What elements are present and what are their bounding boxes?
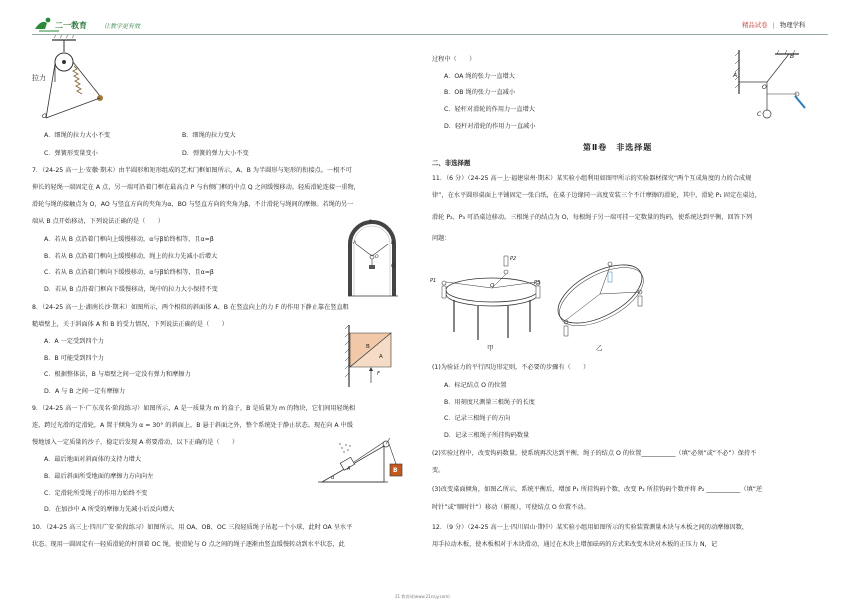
q9-option-c: C．定滑轮所受绳子的作用力始终不变 <box>44 490 148 497</box>
section-title: 第Ⅱ卷 非选择题 <box>583 143 653 152</box>
q7-option-a: A．若从 B 点沿着门框向上缓慢移动，α与β始终相等，且α=β <box>44 236 214 243</box>
q11-option-d: D．记录三根绳子所挂钩码数量 <box>444 432 530 439</box>
page-footer: 21 教育网(www.21cnjy.com) <box>395 594 450 599</box>
q9-line-3: 慢地加入一定质量的沙子，稳定后发现 A 将要滑动，以下正确的是（ ） <box>32 439 239 446</box>
brand-logo <box>33 15 115 35</box>
fig11-jia-label: 甲 <box>487 344 494 352</box>
fig11-p1-label: P1 <box>430 278 437 284</box>
fig9-alpha-label: α <box>331 475 335 481</box>
q11-sub2-line1: (2)实验过程中，改变钩码数量，使系统再次达到平衡，绳子的结点 O 的位置___________（填“必须”或“不必”）保持不 <box>432 450 757 457</box>
q6-option-d: D．弹簧的弹力大小不变 <box>182 150 249 157</box>
fig8-a-label: A <box>379 354 383 360</box>
brand-name: 二一教育 <box>55 21 87 30</box>
fig10-b-label: B <box>790 53 795 60</box>
fig10-c-label: C <box>757 111 762 118</box>
q8-line-1: 8．（24-25 高一上·湖南长沙·期末）如图所示，两个相似的斜面体 A、B 在竖直向上的力 F 的作用下静止靠在竖直粗 <box>32 304 349 311</box>
q8-option-d: D．A 与 B 之间一定有摩擦力 <box>44 388 126 395</box>
q9-line-2: 连，跨过光滑的定滑轮，A 置于倾角为 α = 30° 的斜面上，B 悬于斜面之外，整个系统处于静止状态。现在向 A 中缓 <box>32 422 353 429</box>
q9-line-1: 9．（24-25 高一下·广东茂名·阶段练习）如图所示，A 是一质量为 m 的盒子，B 是质量为 m 的物块，它们间用轻绳相 <box>32 405 356 412</box>
fig10-o-label: O <box>762 84 767 91</box>
fig7-q-label: Q <box>391 264 395 269</box>
q10-continuation: 过程中（ ） <box>432 56 476 63</box>
q7-line-4: 端从 B 点开始移动，下列说法正确的是（ ） <box>32 218 164 225</box>
q12-line-1: 12．（9 分）（24-25 高一上·四川眉山·期中）某实验小组用如图所示的实验装置测量木块与木板之间的动摩擦因数， <box>432 524 749 531</box>
q8-option-a: A．A 一定受到四个力 <box>44 338 104 345</box>
q7-option-b: B．若从 B 点沿着门框向上缓慢移动，绳上的拉力先减小后增大 <box>44 253 218 260</box>
q9-option-a: A．最后地面对斜面体的支持力增大 <box>44 456 142 463</box>
q10-option-b: B．OB 绳的张力一直减小 <box>444 89 516 96</box>
q8-option-b: B．B 可能受到四个力 <box>44 355 104 362</box>
q10-option-d: D．轻杆对滑轮的作用力一直减小 <box>444 123 536 130</box>
fig7-p-label: P <box>369 220 372 225</box>
fig11-yi-label: 乙 <box>596 344 603 352</box>
q11-option-b: B．用刻度尺测量三根绳子的长度 <box>444 399 535 406</box>
q6-option-a: A．细绳的拉力大小不变 <box>44 132 111 139</box>
q6-option-b: B．细绳的拉力变大 <box>182 132 236 139</box>
fig-force-tables <box>432 252 652 348</box>
q9-option-b: B．最后斜面所受地面的摩擦力方向向左 <box>44 473 154 480</box>
q11-option-c: C．记录三根绳子的方向 <box>444 415 511 422</box>
badge-separator: | <box>772 21 775 29</box>
subject-badge <box>742 21 805 29</box>
q6-option-c: C．弹簧形变量变小 <box>44 150 98 157</box>
fig9-a-label: A <box>347 466 351 472</box>
q11-line-3: 滑轮 P₂、P₃ 可沿桌边移动。三根绳子的结点为 O，每根绳子另一端可挂一定数量的钩码，使系统达到平衡，回答下列 <box>432 214 753 221</box>
badge-right: 物理学科 <box>779 21 806 29</box>
q7-option-c: C．若从 B 点沿着门框向下缓慢移动，α与β始终相等，且α=β <box>44 269 214 276</box>
fig11-o-label: O <box>490 283 495 289</box>
fig1-pull-label: 拉力 <box>32 74 46 82</box>
q11-line-1: 11．（6 分）（24-25 高一上·福建泉州·期末）某实验小组利用如图甲所示的实验器材探究“两个互成角度的力的合成规 <box>432 175 752 182</box>
badge-left: 精品试卷 <box>742 21 768 29</box>
q7-option-d: D．若从 B 点沿着门框向下缓慢移动，绳中的拉力大小保持不变 <box>44 286 218 293</box>
q8-line-2: 糙墙壁上，关于斜面体 A 和 B 的受力情况，下列说法正确的是（ ） <box>32 321 228 328</box>
slogan: 让教学更有效 <box>104 23 141 30</box>
q10-option-c: C．轻杆对滑轮的作用力一直增大 <box>444 106 535 113</box>
q12-line-2: 用手拉动木板，使木板相对于木块滑动，通过在木块上增加砝码的方式来改变木块对木板的正压力 N，记 <box>432 541 718 548</box>
q11-option-a: A．标记结点 O 的位置 <box>444 382 507 389</box>
q10-option-a: A．OA 绳的张力一直增大 <box>444 73 515 80</box>
fig8-b-label: B <box>366 344 370 350</box>
q7-line-2: 伸长的轻绳一端固定在 A 点，另一端可沿着门框在最高点 P 与右侧门框的中点 Q 之间缓慢移动。轻质滑轮连接一重物， <box>32 184 360 191</box>
q11-line-2: 律”，在水平圆形桌面上平铺固定一张白纸，在桌子边缘同一高度安装三个不计摩擦的滑轮，其中，滑轮 P₁ 固定在桌边， <box>432 192 761 199</box>
fig7-a-label: A <box>353 241 357 246</box>
fig9-b-label: B <box>393 467 398 474</box>
q9-option-d: D．在加沙中 A 所受的摩擦力先减小后反向增大 <box>44 506 175 513</box>
q11-sub3-line1: (3)改变桌面倾角，如图乙所示，系统平衡后，增加 P₁ 所挂钩码个数，改变 P₂ 所挂钩码个数并将 P₂ ___________（填“逆 <box>432 486 763 493</box>
fig1-o-label: O <box>42 113 47 120</box>
fig-three-ropes <box>735 50 815 122</box>
fig8-f-label: F <box>377 371 380 377</box>
subsection-title: 二、非选择题 <box>432 159 471 167</box>
fig11-p2-label: P2 <box>510 256 517 262</box>
q11-sub3-line2: 时针”或“顺时针”）移动（俯视），可使结点 O 位置不动。 <box>432 504 590 511</box>
q11-line-4: 问题： <box>432 235 451 242</box>
fig-wedges-wall <box>345 325 395 387</box>
fig11-p3-label: P3 <box>534 280 541 286</box>
header-divider <box>32 34 828 35</box>
q7-line-1: 7．（24-25 高一上·安徽·期末）由半圆形和矩形组成的艺术门框如图所示，A、B 为半圆形与矩形的衔接点。一根不可 <box>32 167 352 174</box>
q11-sub1: (1)为验证力的平行四边形定则，不必要的步骤有（ ） <box>432 364 590 371</box>
q10-line-1: 10．（24-25 高三上·四川广安·阶段练习）如图所示，用 OA、OB、OC 三段轻质绳子吊起一个小球，此时 OA 呈水平 <box>32 524 353 531</box>
fig7-o-label: O <box>375 255 379 260</box>
fig10-a-label: A <box>733 72 738 79</box>
q10-line-2: 状态。现用一圆固定有一轻质滑轮的杆顶着 OC 绳，使滑轮与 O 点之间的绳子逐渐由竖直缓慢转动到水平状态，此 <box>32 541 345 548</box>
q8-option-c: C．根据整体法，B 与墙壁之间一定没有弹力和摩擦力 <box>44 371 191 378</box>
fig-arch-frame <box>348 218 398 298</box>
fig7-b-label: B <box>391 241 395 246</box>
q7-line-3: 滑轮与绳的接触点为 O，AO 与竖直方向的夹角为α，BO 与竖直方向的夹角为β，不计滑轮与绳间的摩擦。若绳的另一 <box>32 201 354 208</box>
q11-sub2-line2: 变。 <box>432 467 445 474</box>
